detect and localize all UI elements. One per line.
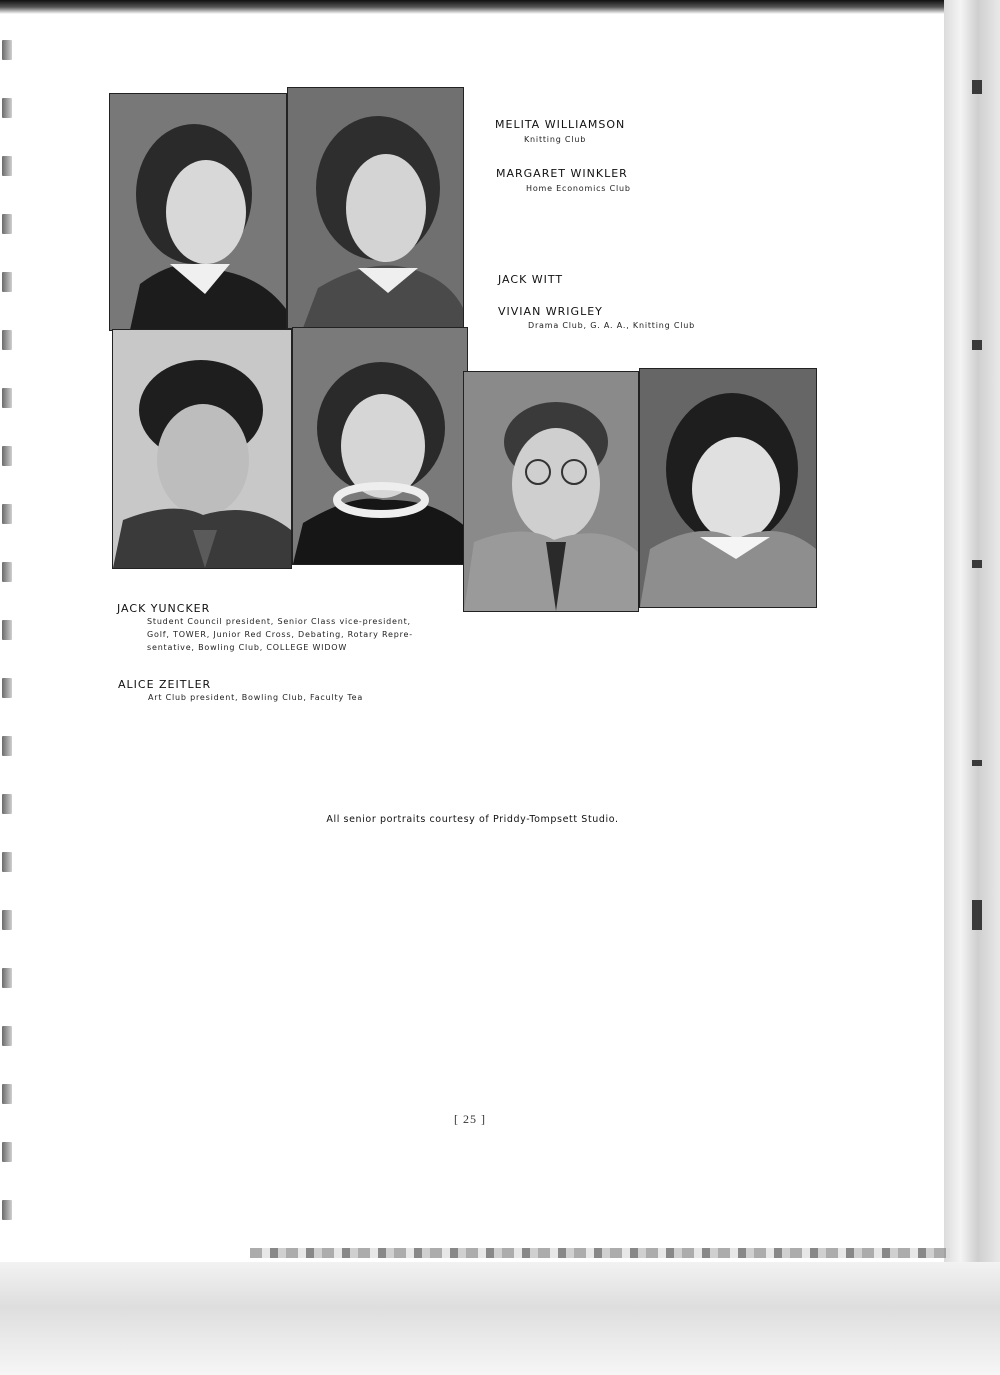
- student-name: MARGARET WINKLER: [496, 167, 628, 180]
- scan-edge-right: [944, 0, 1000, 1375]
- photo-credit: All senior portraits courtesy of Priddy-Tompsett Studio.: [326, 814, 619, 825]
- portrait-photo: [463, 371, 639, 612]
- page-number: [ 25 ]: [454, 1112, 486, 1126]
- student-activities: Drama Club, G. A. A., Knitting Club: [528, 321, 695, 330]
- student-activities-line: Student Council president, Senior Class vice-president,: [147, 617, 411, 626]
- portrait-photo: [112, 329, 292, 569]
- student-name: JACK YUNCKER: [117, 602, 211, 615]
- student-activities-line: sentative, Bowling Club, COLLEGE WIDOW: [147, 643, 348, 652]
- page-underlay: [250, 1248, 950, 1258]
- portrait-photo: [292, 327, 468, 565]
- portrait-photo: [639, 368, 817, 608]
- student-activities: Knitting Club: [524, 135, 587, 144]
- scan-edge-top: [0, 0, 1000, 14]
- student-name: VIVIAN WRIGLEY: [498, 305, 603, 318]
- spiral-binding: [0, 20, 16, 1250]
- student-name: MELITA WILLIAMSON: [495, 118, 626, 131]
- student-activities-line: Art Club president, Bowling Club, Faculty Tea: [148, 693, 364, 702]
- portrait-photo: [109, 93, 287, 331]
- portrait-photo: [287, 87, 464, 329]
- student-activities: Home Economics Club: [526, 184, 631, 193]
- student-name: ALICE ZEITLER: [118, 678, 212, 691]
- scan-edge-bottom: [0, 1262, 1000, 1375]
- student-name: JACK WITT: [498, 273, 564, 286]
- student-activities-line: Golf, TOWER, Junior Red Cross, Debating, Rotary Repre-: [147, 630, 413, 639]
